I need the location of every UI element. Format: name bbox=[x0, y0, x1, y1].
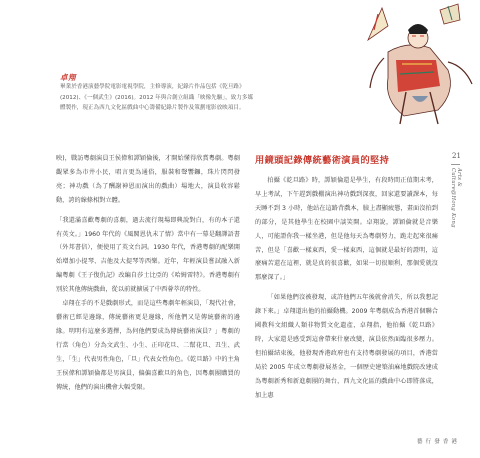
author-name: 卓翔 bbox=[60, 73, 76, 82]
left-paragraph-2: 「我還滿喜歡粵劇的喜劇，過去流行現場即興說對白，有的本子還有英文。」1960 年代的《風閣恩仇未了情》當中有一幕是翻譯語書（外邦書信），便使用了英文台詞。1930 年代，香港粵劇的配樂開始增加小提琴、吉他及大提琴等西樂。近年，年輕演員嘗試融入新編粵劇《王子復仇記》改編自莎士比亞的《哈姆雷特》。香港粵劇有別於其他傳統戲曲，從以前就擴展了中西薈萃的特性。 bbox=[56, 216, 240, 294]
flag-right bbox=[440, 4, 460, 24]
opera-illustration bbox=[308, 0, 480, 128]
right-paragraph-1: 拍攝《乾旦路》時，譚穎倫還是學生，有段時間正值期末考，早上考試，下午趕到戲棚演出神功戲到深夜，回家還要讀課本，每天睡不到 3 小時，他站在這路背戲本，臉上盡顯疲態，畫面沒拍到的部分，是其他學生在校園中談笑開。卓翔說，譚穎倫就是音樂人，可能證你我一樣坐港，但是他每天為粵劇努力，跪走起來很痛苦，但是「喜歡一樣東西，愛一樣東西，這個就是最好的證明，這麼痛苦還在這裡，就是真的很喜歡，如果一切很順利，那個愛就沒那麼深了。」 bbox=[255, 177, 438, 282]
left-paragraph-1: 映)，戰訪粵劇演員王侯偉和譚穎倫後，才開始懂得欣賞粵劇。粵劇觀眾多為市井小民，唱言更為通俗，服裝和聲響鑼，珠片閃閃發亮；神功戲（為了酬謝神恩而演出的戲曲）場地大，演員收容鬆動，誇的線條相對立體。 bbox=[56, 155, 240, 204]
left-column bbox=[56, 152, 240, 394]
right-column bbox=[255, 174, 438, 403]
right-paragraph-2: 「如果他們沒被發現，或許他們五年後就會消失，所以我想記錄下來。」卓翔道出他的拍攝動機。2009 年粵劇成為香港首個聯合國教科文組織人類非物質文化遺產，卓翔指，他拍攝《乾旦路》時，大家還是感受到這會帶來什麼改變，演員依然面臨很多壓力。但拍攝結束後，他發現香港政府也有支持粵劇發展的項目，香港當局於 2005 年成立粵劇發展基金，一個歷史建築油麻地戲院改建成為粵劇新秀和新進劇團的舞台，西九文化區的戲曲中心即將落成，加上惠 bbox=[255, 294, 438, 399]
page-footer: 藝行發香港 bbox=[417, 439, 460, 445]
side-divider bbox=[451, 164, 460, 165]
left-paragraph-3: 卓翔在手的不是戲劇形式，而是這些粵劇年輕演員，「現代社會，藝術已經是邊緣，傳統藝術更是邊緣，所他們又是傳統藝術的邊緣。明明有這麼多選擇，為何他們要成為傳統藝術演員？」粵劇的行當（角色）分為文武生、小生、正印花旦、二幫花旦、丑生、武生，「生」代表男性角色，「旦」代表女性角色。《乾旦路》中的主角王侯偉和譚穎倫都是男演員，偏偏喜歡旦的角色，因粵劇團購買的傳統，他們的演出機會大幅受限。 bbox=[56, 300, 240, 391]
page-number: 21 bbox=[452, 152, 461, 160]
author-bio: 畢業於香港演藝學院電影電視學院，主修導演，紀錄片作品包括《乾旦路》(2012)、《一個武生》(2016)。2012 年與合創立組織「映像先驅」，致力多媒體製作，現正為西九文化區戲曲中心籌備紀錄片製作及策劃電影放映項目。 bbox=[60, 84, 254, 112]
running-title: Arts & Culture@Hong Kong bbox=[450, 168, 462, 228]
section-heading: 用鏡頭記錄傳統藝術演員的堅持 bbox=[255, 155, 390, 166]
flag-left bbox=[368, 8, 388, 40]
performer-figure bbox=[370, 24, 472, 124]
